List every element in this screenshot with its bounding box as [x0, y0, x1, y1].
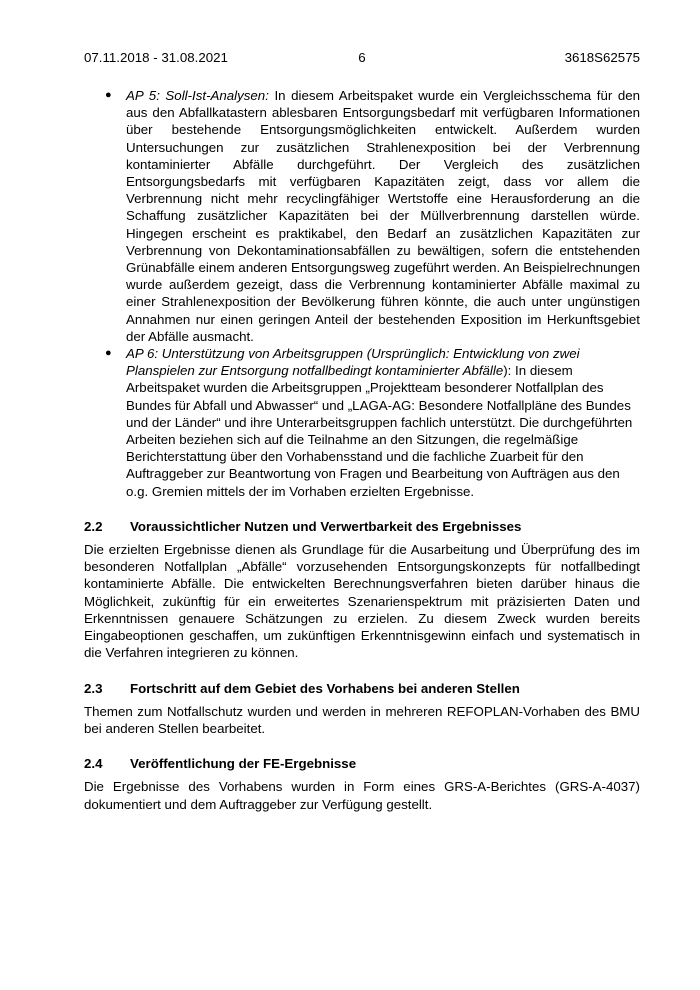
bullet-paragraph — [126, 87, 640, 345]
section-number: 2.2 — [84, 518, 103, 534]
section-title: Voraussichtlicher Nutzen und Verwertbarkeit des Ergebnisses — [130, 518, 522, 534]
header-project-id: 3618S62575 — [564, 50, 640, 65]
list-item — [84, 87, 640, 345]
list-item — [84, 345, 640, 500]
section-heading — [84, 518, 640, 535]
bullet-text: ): In diesem Arbeitspaket wurden die Arbeitsgruppen „Projektteam besonderer Notfallplan des Bundes für Abfall und Abwasser“ und „LAGA-AG: Besondere Notfallpläne des Bundes und der Länder“ und ihre Unterarbeitsgruppen fachlich unterstützt. Die durchgeführten Arbeiten beziehen sich auf die Teilnahme an den Sitzungen, die regelmäßige Berichterstattung über den Vorhabensstand und die fachliche Zuarbeit für den Auftraggeber zur Beantwortung von Fragen und Bearbeitung von Aufträgen aus den o.g. Gremien mittels der im Vorhaben erzielten Ergebnisse. — [126, 363, 633, 499]
section-paragraph: Die erzielten Ergebnisse dienen als Grundlage für die Ausarbeitung und Überprüfung des im besonderen Notfallplan „Abfälle“ vorzusehenden Entsorgungskonzepts für notfallbedingt kontaminierte Abfälle. Die entwickelten Berechnungsverfahren bieten darüber hinaus die Möglichkeit, zukünftig für ein erweitertes Szenarienspektrum mit präzisierten Daten und Erkenntnissen genauere Schätzungen zu erzielen. Zu diesem Zweck wurden bereits Eingabeoptionen geschaffen, um zukünftigen Erkenntnisgewinn einfach und systematisch in die Verfahren integrieren zu können. — [84, 542, 640, 661]
bullet-paragraph — [126, 345, 640, 500]
section-title: Veröffentlichung der FE-Ergebnisse — [130, 756, 357, 772]
header-date-range: 07.11.2018 - 31.08.2021 — [84, 50, 228, 65]
bullet-text: In diesem Arbeitspaket wurde ein Vergleichsschema für den aus den Abfallkatastern ablesbaren Entsorgungsbedarf mit verfügbaren Informationen über bestehende Entsorgungsmöglichkeiten entwickelt. Außerdem wurden Untersuchungen zur zusätzlichen Strahlenexposition bei der Verbrennung kontaminierter Abfälle durchgeführt. Der Vergleich des zusätzlichen Entsorgungsbedarfs mit verfügbaren Kapazitäten zeigt, dass vor allem die Verbrennung nicht mehr recyclingfähiger Wertstoffe eine Herausforderung an die Schaffung zusätzlicher Kapazitäten bei der Müllverbrennung darstellen würde. Hingegen erscheint es praktikabel, den Bedarf an zusätzlichen Kapazitäten zur Verbrennung von Dekontaminationsabfällen zu bewältigen, sofern die entstehenden Grünabfälle einem anderen Entsorgungsweg zugeführt werden. An Beispielrechnungen wurde außerdem gezeigt, dass die Verbrennung kontaminierter Abfälle maximal zu einer Strahlenexposition der Bevölkerung führen könnte, die auch unter ungünstigen Annahmen nur einen geringen Anteil der bestehenden Exposition im Herkunftsgebiet der Abfälle ausmacht. — [126, 88, 640, 344]
bullet-icon: ● — [105, 89, 112, 101]
section-heading — [84, 755, 640, 772]
bullet-icon: ● — [105, 347, 112, 360]
section-title: Fortschritt auf dem Gebiet des Vorhabens bei anderen Stellen — [130, 680, 520, 696]
bullet-lead: AP 6: Unterstützung von Arbeitsgruppen (Ursprünglich: Entwicklung von zwei Planspielen zur Entsorgung notfallbedingt kontaminierter Abfälle — [126, 346, 580, 379]
section-number: 2.3 — [84, 680, 103, 696]
section-heading — [84, 680, 640, 697]
page-header — [84, 50, 640, 70]
header-page-number: 6 — [358, 50, 366, 65]
work-package-list — [84, 87, 640, 500]
section-paragraph: Die Ergebnisse des Vorhabens wurden in Form eines GRS-A-Berichtes (GRS-A-4037) dokumentiert und dem Auftraggeber zur Verfügung gestellt. — [84, 779, 640, 812]
section-number: 2.4 — [84, 756, 103, 772]
document-body — [84, 87, 640, 813]
bullet-lead: AP 5: Soll-Ist-Analysen: — [126, 88, 269, 103]
section-paragraph: Themen zum Notfallschutz wurden und werden in mehreren REFOPLAN-Vorhaben des BMU bei anderen Stellen bearbeitet. — [84, 703, 640, 736]
